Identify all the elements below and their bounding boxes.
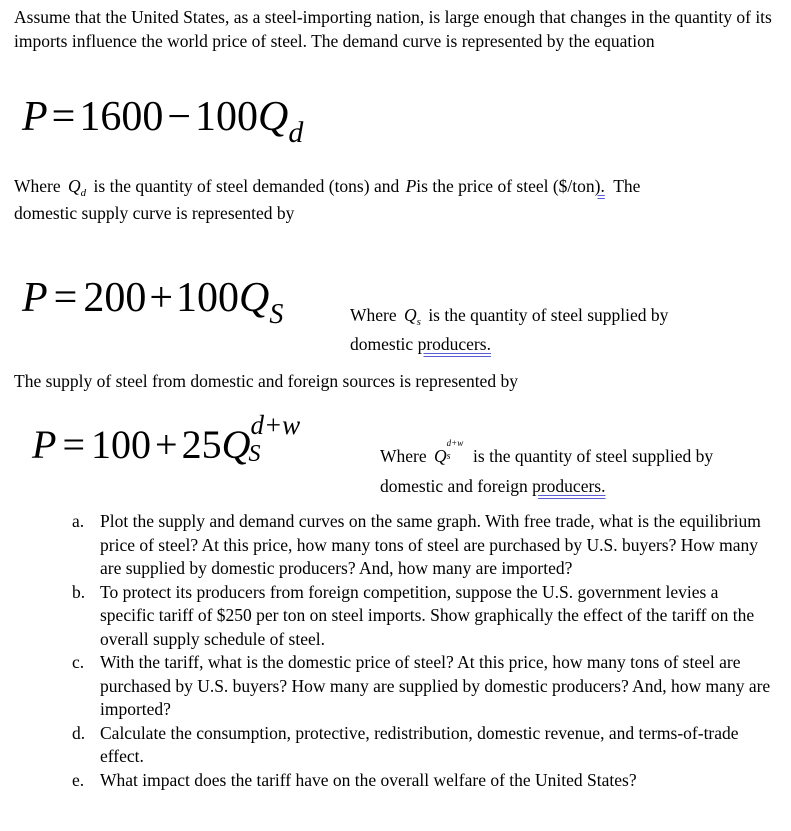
demand-def-part3: The	[613, 176, 641, 196]
demand-eq-sub: d	[288, 116, 304, 149]
demand-eq-constant: 1600	[79, 94, 164, 140]
demand-eq-equals: =	[51, 94, 76, 140]
question-text: With the tariff, what is the domestic price of steel? At this price, how many tons of steel are purchased by U.S. buyers? How many are supplied by domestic producers? And, how many are imported?	[100, 652, 771, 719]
demand-def-line2: domestic supply curve is represented by	[14, 203, 295, 223]
question-text: Calculate the consumption, protective, redistribution, domestic revenue, and terms-of-trade effect.	[100, 722, 739, 766]
demand-def-part2-ul: ).	[594, 176, 605, 196]
total-def-q-sub: s	[446, 451, 451, 462]
supply-eq-q: Q	[239, 275, 270, 321]
intro-paragraph	[14, 5, 774, 53]
question-text: What impact does the tariff have on the overall welfare of the United States?	[100, 769, 637, 790]
question-b	[72, 581, 772, 652]
total-def-line2b: producers.	[532, 476, 606, 496]
supply-definition-line2	[350, 332, 770, 356]
total-eq-plus: +	[155, 422, 178, 467]
total-eq-equals: =	[62, 422, 85, 467]
total-def-text: is the quantity of steel supplied by	[473, 446, 714, 466]
question-label: e.	[72, 769, 85, 790]
total-def-q-sup: d+w	[446, 438, 464, 448]
supply-eq-plus: +	[149, 275, 174, 321]
supply-eq-sub: S	[269, 299, 284, 330]
total-supply-definition-line2	[380, 474, 780, 498]
demand-eq-q: Q	[258, 94, 289, 140]
supply-eq-equals: =	[53, 275, 78, 321]
question-text: To protect its producers from foreign competition, suppose the U.S. government levies a specific tariff of $250 per ton on steel imports. Show graphically the effect of the tariff on the overall supply schedule of steel.	[100, 581, 755, 649]
demand-eq-p: P	[22, 94, 48, 140]
supply-equation	[22, 273, 283, 328]
question-label: c.	[72, 652, 85, 672]
total-eq-p: P	[32, 422, 57, 467]
total-eq-q: Q	[221, 422, 251, 467]
total-eq-coef: 25	[181, 422, 222, 467]
supply-definition	[350, 303, 770, 330]
question-a	[72, 510, 772, 581]
supply-eq-constant: 200	[83, 275, 147, 321]
supply-def-line2b: producers.	[417, 334, 491, 354]
supply-def-where: Where	[350, 305, 397, 325]
total-eq-constant: 100	[91, 422, 151, 467]
demand-def-q: Q	[68, 176, 81, 196]
question-label: a.	[72, 511, 85, 531]
question-text: Plot the supply and demand curves on the same graph. With free trade, what is the equilibrium price of steel? At this price, how many tons of steel are purchased by U.S. buyers? How many are supplied by domestic producers? And, how many are imported?	[100, 511, 761, 578]
total-supply-equation	[32, 410, 308, 470]
question-c	[72, 651, 772, 722]
demand-def-where: Where	[14, 176, 61, 196]
question-d	[72, 722, 772, 769]
total-def-where: Where	[380, 446, 427, 466]
total-def-q: Q	[434, 446, 447, 466]
question-label: d.	[72, 722, 86, 743]
total-eq-sub: S	[248, 441, 261, 467]
question-e	[72, 769, 772, 793]
supply-def-text: is the quantity of steel supplied by	[428, 305, 669, 325]
total-eq-sup: d+w	[250, 410, 301, 440]
question-list	[72, 510, 772, 792]
demand-def-part2: is the price of steel ($/ton	[416, 176, 595, 196]
supply-def-q-sub: s	[416, 316, 421, 328]
supply-eq-p: P	[22, 275, 48, 321]
supply-def-q: Q	[404, 305, 417, 325]
total-supply-intro	[14, 369, 774, 393]
demand-equation	[22, 92, 304, 149]
total-supply-definition	[380, 438, 780, 468]
total-intro-text: The supply of steel from domestic and foreign sources is represented by	[14, 371, 518, 391]
question-label: b.	[72, 581, 86, 602]
demand-eq-coef: 100	[195, 94, 259, 140]
demand-def-p: P	[405, 176, 417, 196]
demand-definition	[14, 174, 774, 225]
intro-text: Assume that the United States, as a steel-importing nation, is large enough that changes in the quantity of its imports influence the world price of steel. The demand curve is represented by the equation	[14, 7, 772, 51]
total-def-line2a: domestic and foreign	[380, 476, 528, 496]
supply-def-line2a: domestic	[350, 334, 414, 354]
supply-eq-coef: 100	[176, 275, 240, 321]
demand-def-part1: is the quantity of steel demanded (tons) and	[93, 176, 400, 196]
demand-eq-minus: −	[167, 94, 192, 140]
demand-def-q-sub: d	[80, 187, 87, 199]
